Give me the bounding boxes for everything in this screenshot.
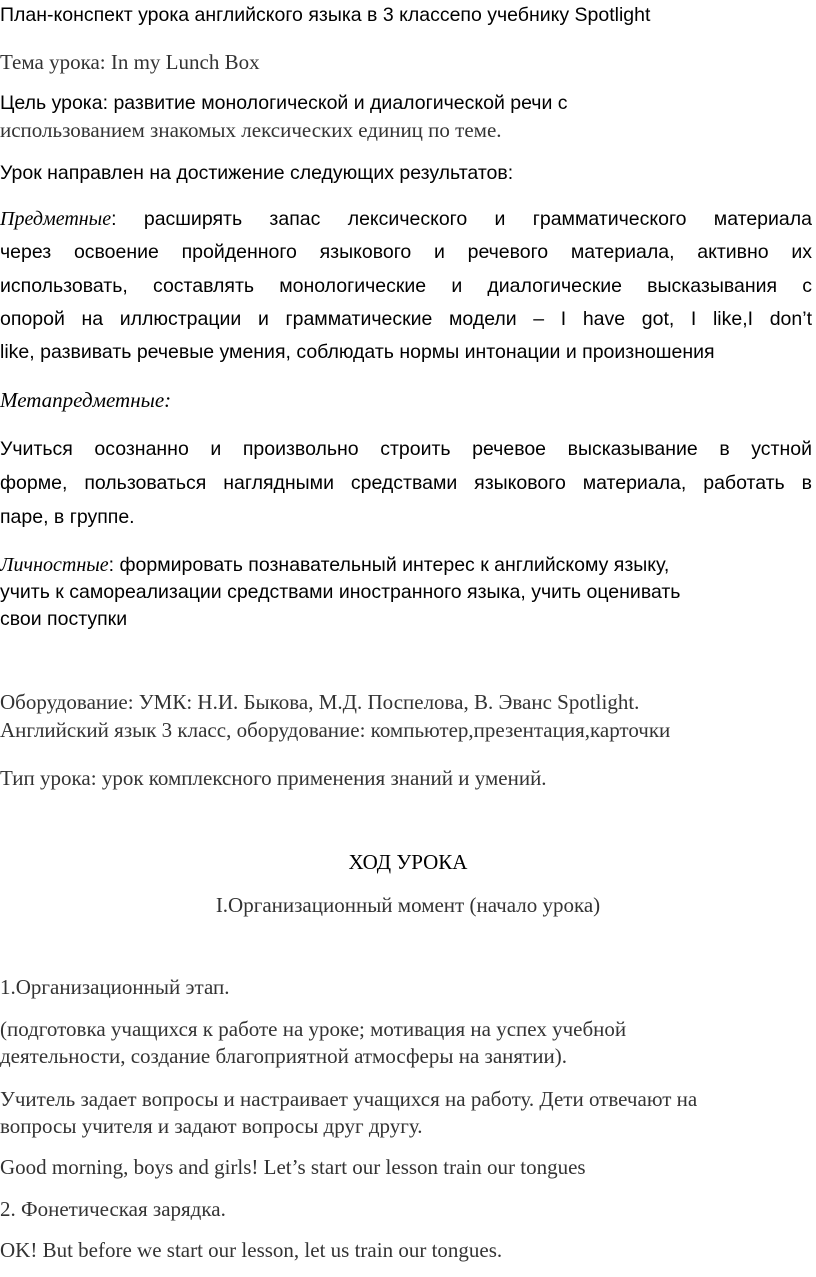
lesson-type: Тип урока: урок комплексного применения знаний и умений.: [0, 766, 547, 790]
lesson-goal-line-1: Цель урока: развитие монологической и диалогической речи с: [0, 92, 568, 114]
stage-1-note-line-2: деятельности, создание благоприятной атмосферы на занятии).: [0, 1044, 567, 1068]
equipment-line-2: Английский язык 3 класс, оборудование: компьютер,презентация,карточки: [0, 718, 671, 742]
stage-1-heading: 1.Организационный этап.: [0, 975, 230, 999]
subject-results-line-1: [0, 208, 812, 231]
teacher-instructions-line-2: вопросы учителя и задают вопросы друг другу.: [0, 1114, 423, 1138]
stage-2-heading: 2. Фонетическая зарядка.: [0, 1197, 226, 1221]
personal-results-text-1: : формировать познавательный интерес к английскому языку,: [108, 554, 670, 576]
equipment-line-1: Оборудование: УМК: Н.И. Быкова, М.Д. Поспелова, В. Эванс Spotlight.: [0, 690, 640, 714]
subject-results-text-1: : расширять запас лексического и грамматического материала: [111, 208, 812, 230]
greeting-line: Good morning, boys and girls! Let’s start our lesson train our tongues: [0, 1155, 586, 1179]
section-1-heading: I.Организационный момент (начало урока): [215, 893, 601, 917]
document-title: План-конспект урока английского языка в 3 классепо учебнику Spotlight: [0, 4, 651, 26]
subject-results-line-2: через освоение пройденного языкового и речевого материала, активно их: [0, 241, 812, 263]
teacher-instructions-line-1: Учитель задает вопросы и настраивает учащихся на работу. Дети отвечают на: [0, 1087, 698, 1111]
subject-results-line-4: опорой на иллюстрации и грамматические модели – I have got, I like,I don’t: [0, 308, 812, 330]
lesson-topic: Тема урока: In my Lunch Box: [0, 50, 260, 74]
meta-results-label-text: Метапредметные:: [0, 388, 172, 412]
subject-results-line-3: использовать, составлять монологические и диалогические высказывания с: [0, 275, 812, 297]
subject-results-label: Предметные: [0, 208, 112, 230]
results-intro: Урок направлен на достижение следующих результатов:: [0, 162, 514, 184]
tongue-training-line: OK! But before we start our lesson, let us train our tongues.: [0, 1238, 503, 1262]
meta-results-line-2: форме, пользоваться наглядными средствами языкового материала, работать в: [0, 472, 812, 494]
personal-results-line-2: учить к самореализации средствами иностранного языка, учить оценивать: [0, 581, 681, 603]
meta-results-line-3: паре, в группе.: [0, 506, 135, 528]
course-heading: ХОД УРОКА: [348, 850, 468, 874]
meta-results-line-1: Учиться осознанно и произвольно строить речевое высказывание в устной: [0, 438, 812, 460]
stage-1-note-line-1: (подготовка учащихся к работе на уроке; мотивация на успех учебной: [0, 1017, 627, 1041]
personal-results-line-1: [0, 554, 669, 577]
personal-results-label: Личностные: [0, 554, 109, 576]
subject-results-line-5: like, развивать речевые умения, соблюдать нормы интонации и произношения: [0, 341, 715, 363]
meta-results-label: [0, 388, 171, 413]
personal-results-line-3: свои поступки: [0, 608, 128, 630]
lesson-goal-line-2: использованием знакомых лексических единиц по теме.: [0, 118, 502, 142]
